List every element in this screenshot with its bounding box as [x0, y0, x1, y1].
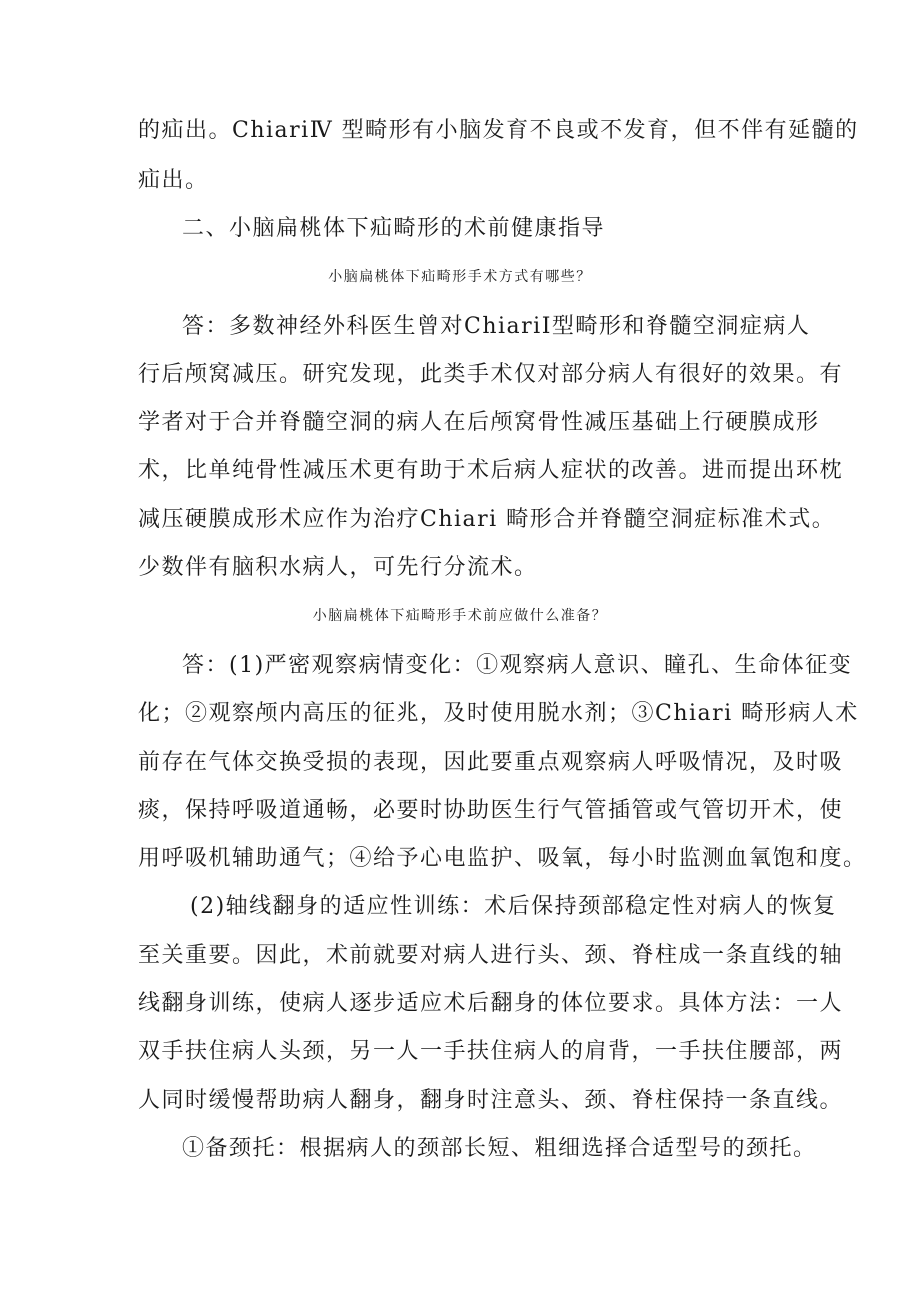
body-text-line: 前存在气体交换受损的表现，因此要重点观察病人呼吸情况，及时吸: [138, 750, 844, 775]
body-text-line: 用呼吸机辅助通气；④给予心电监护、吸氧，每小时监测血氧饱和度。: [138, 846, 867, 871]
body-text-line: 的疝出。ChiariⅣ 型畸形有小脑发育不良或不发育，但不伴有延髓的: [138, 118, 859, 143]
question-heading: 小脑扁桃体下疝畸形手术前应做什么准备？: [312, 608, 608, 624]
body-text-line: (2)轴线翻身的适应性训练：术后保持颈部稳定性对病人的恢复: [190, 894, 837, 919]
body-text-line: 答：多数神经外科医生曾对ChiariⅠ型畸形和脊髓空洞症病人: [182, 314, 811, 339]
section-heading: 二、小脑扁桃体下疝畸形的术前健康指导: [182, 216, 606, 241]
body-text-line: 学者对于合并脊髓空洞的病人在后颅窝骨性减压基础上行硬膜成形: [138, 410, 820, 435]
body-text-line: 至关重要。因此，术前就要对病人进行头、颈、脊柱成一条直线的轴: [138, 943, 844, 968]
body-text-line: ①备颈托：根据病人的颈部长短、粗细选择合适型号的颈托。: [182, 1136, 817, 1161]
body-text-line: 少数伴有脑积水病人，可先行分流术。: [138, 555, 538, 580]
body-text-line: 线翻身训练，使病人逐步适应术后翻身的体位要求。具体方法：一人: [138, 991, 844, 1016]
body-text-line: 双手扶住病人头颈，另一人一手扶住病人的肩背，一手扶住腰部，两: [138, 1039, 844, 1064]
body-text-line: 答：(1)严密观察病情变化：①观察病人意识、瞳孔、生命体征变: [182, 653, 853, 678]
body-text-line: 人同时缓慢帮助病人翻身，翻身时注意头、颈、脊柱保持一条直线。: [138, 1088, 844, 1113]
body-text-line: 疝出。: [138, 168, 209, 193]
question-heading: 小脑扁桃体下疝畸形手术方式有哪些？: [328, 269, 592, 285]
body-text-line: 减压硬膜成形术应作为治疗Chiari 畸形合并脊髓空洞症标准术式。: [138, 507, 836, 532]
body-text-line: 术，比单纯骨性减压术更有助于术后病人症状的改善。进而提出环枕: [138, 458, 844, 483]
body-text-line: 行后颅窝减压。研究发现，此类手术仅对部分病人有很好的效果。有: [138, 362, 844, 387]
body-text-line: 痰，保持呼吸道通畅，必要时协助医生行气管插管或气管切开术，使: [138, 798, 844, 823]
body-text-line: 化；②观察颅内高压的征兆，及时使用脱水剂；③Chiari 畸形病人术: [138, 701, 859, 726]
